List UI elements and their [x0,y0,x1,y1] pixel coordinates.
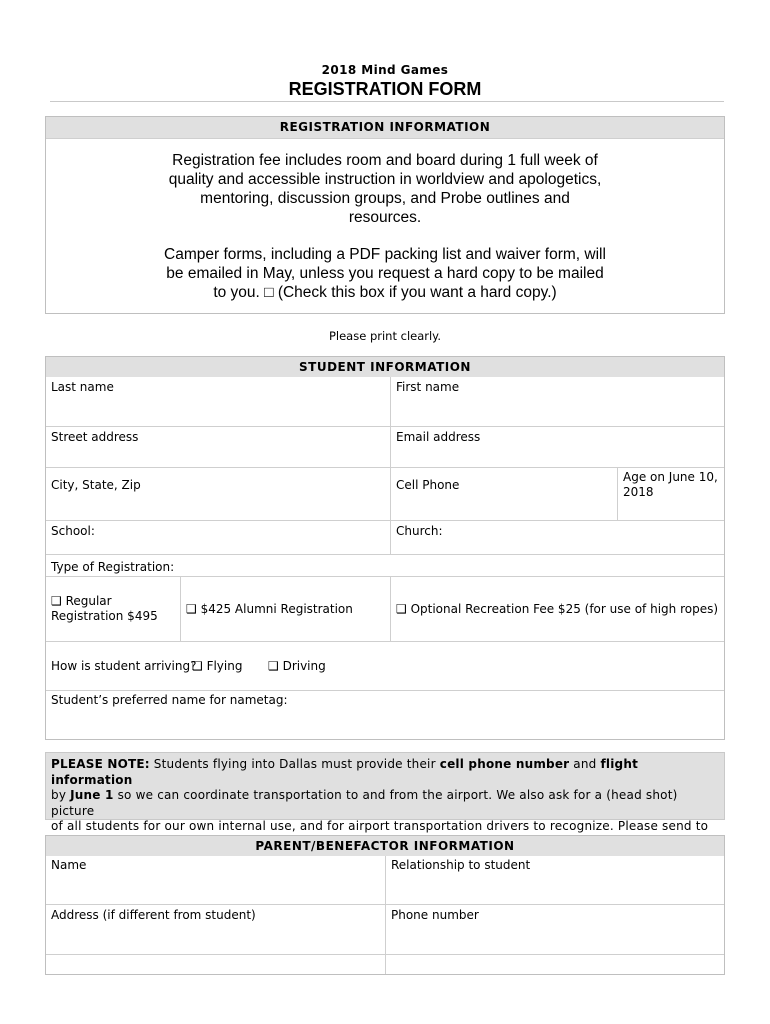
checkbox-label: Registration $495 [51,609,158,623]
student-info-heading: STUDENT INFORMATION [46,357,724,377]
text-line: be emailed in May, unless you request a hard copy to be mailed [166,265,604,282]
title-divider [50,101,724,102]
column-divider [180,576,181,641]
row-divider [46,467,724,468]
alumni-registration-checkbox[interactable]: ❑ $425 Alumni Registration [186,602,353,616]
note-label: PLEASE NOTE: [51,757,150,771]
parent-address-field[interactable]: Address (if different from student) [51,908,256,922]
age-label-line: 2018 [623,485,654,499]
note-text: and [569,757,601,771]
row-divider [46,520,724,521]
student-info-box [45,356,725,740]
church-field[interactable]: Church: [396,524,443,538]
street-address-field[interactable]: Street address [51,430,139,444]
note-bold: June 1 [70,788,114,802]
text-line: quality and accessible instruction in worldview and apologetics, [168,171,602,188]
row-divider [46,426,724,427]
optional-recreation-checkbox[interactable]: ❑ Optional Recreation Fee $25 (for use of high ropes) [396,602,719,616]
flying-checkbox[interactable]: ❑ Flying [192,659,243,673]
note-text: by [51,788,71,802]
print-clearly-note: Please print clearly. [328,329,442,343]
event-title: 2018 Mind Games [321,63,449,77]
parent-name-field[interactable]: Name [51,858,87,872]
row-divider [46,641,724,642]
relationship-field[interactable]: Relationship to student [391,858,531,872]
note-bold: cell phone number [439,757,570,771]
driving-checkbox[interactable]: ❑ Driving [268,659,326,673]
parent-phone-field[interactable]: Phone number [391,908,479,922]
city-state-zip-field[interactable]: City, State, Zip [51,478,141,492]
hard-copy-checkbox-line[interactable]: to you. □ (Check this box if you want a hard copy.) [213,284,557,301]
note-line: of all students for our own internal use, and for airport transportation drivers to recognize. Please send to [51,819,709,833]
regular-registration-checkbox[interactable] [51,594,179,624]
camper-forms-paragraph [140,245,630,302]
row-divider [46,576,724,577]
text-line: resources. [348,209,422,226]
school-field[interactable]: School: [51,524,95,538]
row-divider [46,554,724,555]
column-divider [385,856,386,974]
first-name-field[interactable]: First name [396,380,460,394]
row-divider [46,690,724,691]
age-label-line: Age on June 10, [623,470,718,484]
arrival-method-label: How is student arriving? [51,659,197,673]
cell-phone-field[interactable]: Cell Phone [396,478,460,492]
email-address-field[interactable]: Email address [396,430,481,444]
note-bold: flight information [51,757,639,787]
note-line [51,757,721,788]
form-title: REGISTRATION FORM [288,79,482,99]
note-line [51,788,721,819]
age-field[interactable] [623,470,723,500]
note-text: Students flying into Dallas must provide their [149,757,440,771]
registration-type-label: Type of Registration: [51,560,175,574]
divider [46,138,724,139]
parent-info-heading: PARENT/BENEFACTOR INFORMATION [46,836,724,856]
column-divider [390,576,391,641]
registration-fee-paragraph [140,151,630,227]
note-text: so we can coordinate transportation to and from the airport. We also ask for a (head shot) picture [51,788,678,818]
column-divider [617,467,618,520]
registration-info-heading: REGISTRATION INFORMATION [46,117,724,138]
text-line: Registration fee includes room and board during 1 full week of [172,152,598,169]
column-divider [390,377,391,554]
text-line: Camper forms, including a PDF packing list and waiver form, will [164,246,606,263]
checkbox-label: ❑ Regular [51,594,112,608]
nametag-field[interactable]: Student’s preferred name for nametag: [51,693,288,707]
last-name-field[interactable]: Last name [51,380,114,394]
text-line: mentoring, discussion groups, and Probe outlines and [200,190,570,207]
